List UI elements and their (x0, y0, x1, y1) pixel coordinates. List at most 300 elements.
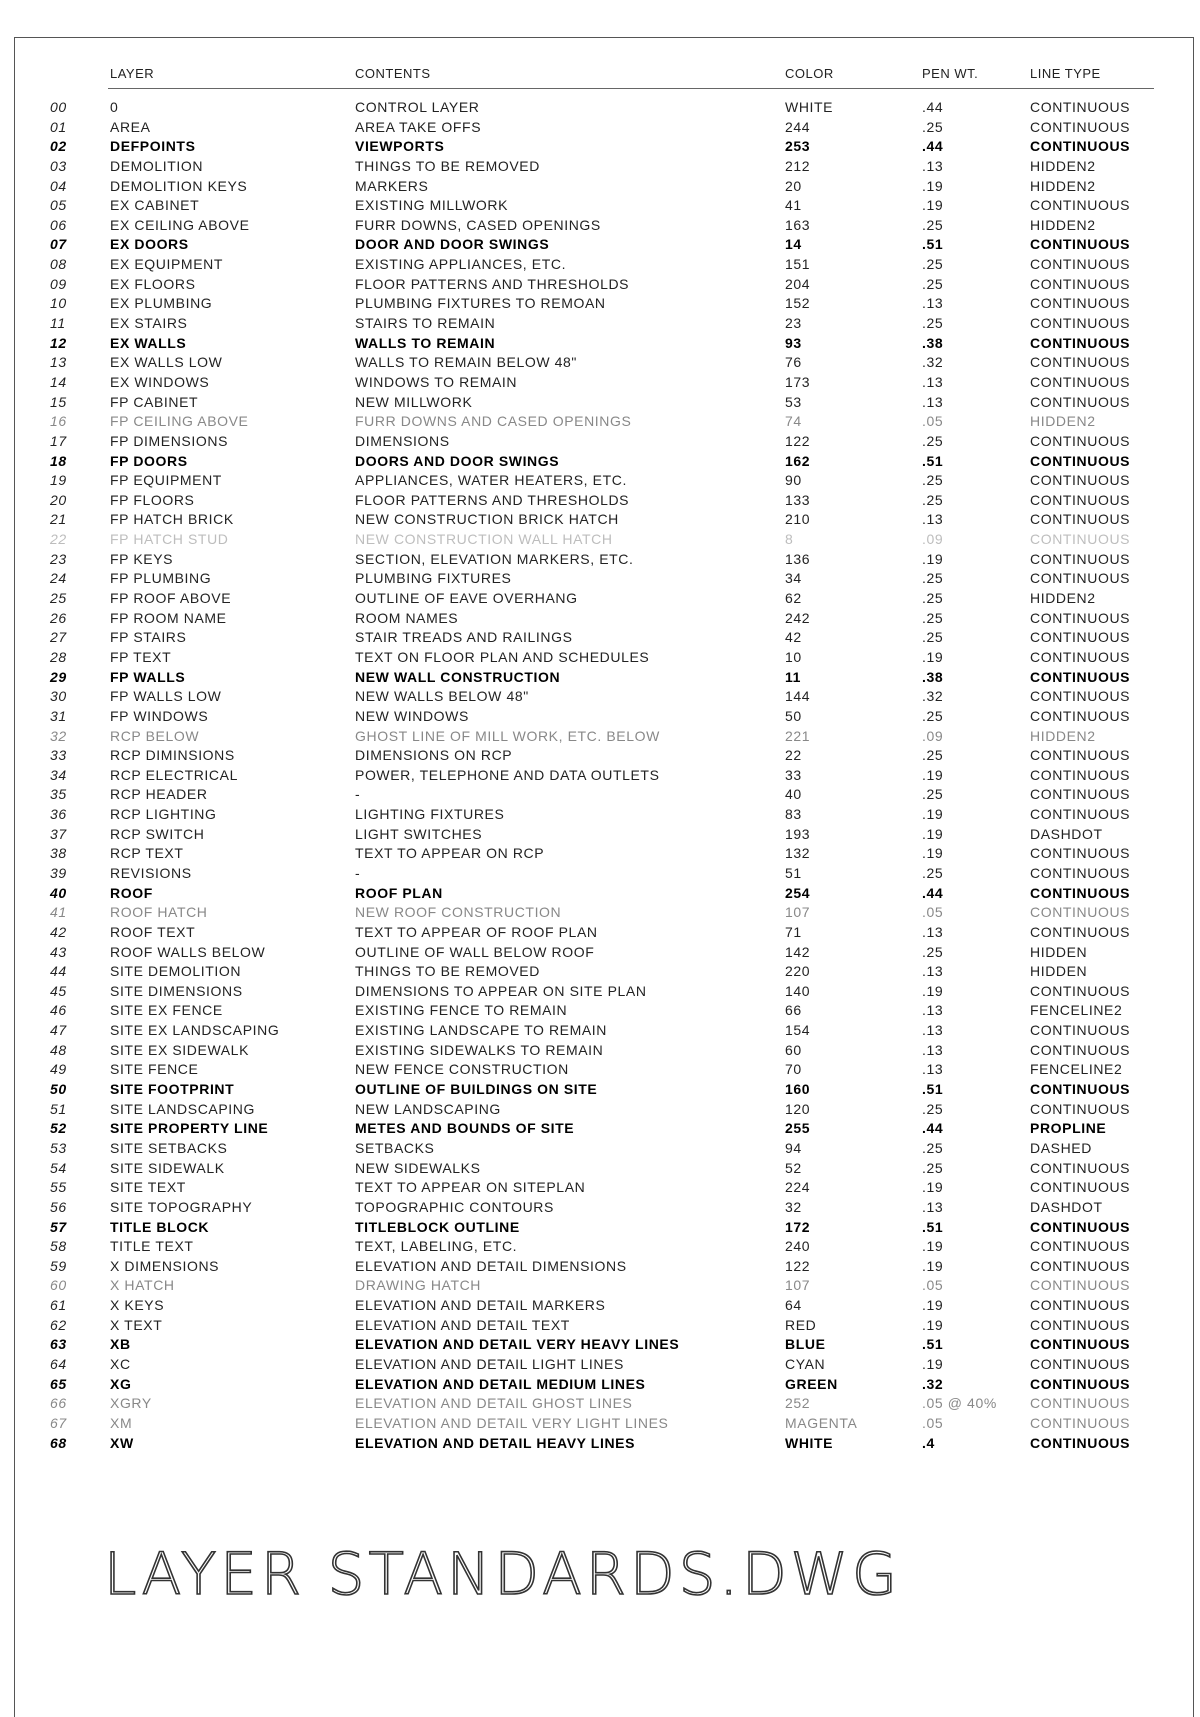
row-number: 32 (50, 727, 67, 744)
layer-color: 70 (785, 1061, 802, 1078)
layer-name: SITE TEXT (110, 1179, 186, 1196)
line-type: CONTINUOUS (1030, 1022, 1131, 1039)
pen-weight: .13 (922, 511, 944, 528)
line-type: CONTINUOUS (1030, 138, 1131, 155)
row-number: 66 (50, 1395, 67, 1412)
row-number: 11 (50, 315, 66, 332)
layer-name: SITE EX FENCE (110, 1002, 223, 1019)
layer-color: 60 (785, 1041, 802, 1058)
layer-color: 50 (785, 707, 802, 724)
layer-name: RCP ELECTRICAL (110, 766, 238, 783)
pen-weight: .25 (922, 786, 944, 803)
pen-weight: .05 @ 40% (922, 1395, 997, 1412)
layer-name: X DIMENSIONS (110, 1257, 220, 1274)
header-pen-weight: PEN WT. (922, 66, 979, 81)
row-number: 04 (50, 177, 67, 194)
layer-color: MAGENTA (785, 1414, 858, 1431)
layer-contents: WALLS TO REMAIN BELOW 48" (355, 354, 577, 371)
layer-contents: LIGHTING FIXTURES (355, 806, 505, 823)
pen-weight: .19 (922, 845, 944, 862)
row-number: 48 (50, 1041, 67, 1058)
table-row (0, 235, 1200, 255)
layer-contents: GHOST LINE OF MILL WORK, ETC. BELOW (355, 727, 660, 744)
layer-color: 22 (785, 747, 802, 764)
line-type: CONTINUOUS (1030, 845, 1131, 862)
layer-name: EX WALLS LOW (110, 354, 223, 371)
pen-weight: .25 (922, 707, 944, 724)
pen-weight: .19 (922, 766, 944, 783)
row-number: 59 (50, 1257, 67, 1274)
row-number: 65 (50, 1375, 67, 1392)
line-type: CONTINUOUS (1030, 236, 1131, 253)
layer-name: XM (110, 1414, 133, 1431)
row-number: 50 (50, 1081, 67, 1098)
layer-contents: TEXT TO APPEAR OF ROOF PLAN (355, 923, 598, 940)
layer-color: 53 (785, 393, 802, 410)
line-type: CONTINUOUS (1030, 982, 1131, 999)
line-type: FENCELINE2 (1030, 1061, 1123, 1078)
table-row (0, 275, 1200, 295)
layer-color: 20 (785, 177, 802, 194)
table-row (0, 177, 1200, 197)
row-number: 05 (50, 197, 67, 214)
pen-weight: .38 (922, 334, 944, 351)
pen-weight: .05 (922, 1277, 944, 1294)
line-type: CONTINUOUS (1030, 118, 1131, 135)
line-type: CONTINUOUS (1030, 1395, 1131, 1412)
layer-contents: NEW SIDEWALKS (355, 1159, 481, 1176)
layer-color: 40 (785, 786, 802, 803)
row-number: 45 (50, 982, 67, 999)
layer-contents: LIGHT SWITCHES (355, 825, 483, 842)
layer-contents: EXISTING APPLIANCES, ETC. (355, 256, 567, 273)
layer-contents: WINDOWS TO REMAIN (355, 373, 518, 390)
table-row (0, 923, 1200, 943)
layer-contents: AREA TAKE OFFS (355, 118, 482, 135)
row-number: 54 (50, 1159, 67, 1176)
table-row (0, 530, 1200, 550)
pen-weight: .19 (922, 1297, 944, 1314)
pen-weight: .13 (922, 1061, 944, 1078)
table-row (0, 1316, 1200, 1336)
row-number: 41 (50, 904, 67, 921)
layer-name: FP CABINET (110, 393, 199, 410)
pen-weight: .25 (922, 570, 944, 587)
pen-weight: .51 (922, 1218, 944, 1235)
table-row (0, 785, 1200, 805)
pen-weight: .25 (922, 1139, 944, 1156)
table-row (0, 884, 1200, 904)
pen-weight: .19 (922, 648, 944, 665)
line-type: CONTINUOUS (1030, 452, 1131, 469)
table-row (0, 844, 1200, 864)
layer-color: 62 (785, 590, 802, 607)
layer-contents: EXISTING SIDEWALKS TO REMAIN (355, 1041, 604, 1058)
layer-name: EX CEILING ABOVE (110, 216, 250, 233)
pen-weight: .25 (922, 747, 944, 764)
table-row (0, 1021, 1200, 1041)
row-number: 15 (50, 393, 67, 410)
layer-name: SITE DEMOLITION (110, 963, 242, 980)
line-type: CONTINUOUS (1030, 1356, 1131, 1372)
pen-weight: .19 (922, 806, 944, 823)
table-row (0, 1296, 1200, 1316)
layer-name: ROOF WALLS BELOW (110, 943, 266, 960)
table-row (0, 1178, 1200, 1198)
layer-contents: ELEVATION AND DETAIL MARKERS (355, 1297, 606, 1314)
row-number: 08 (50, 256, 67, 273)
line-type: CONTINUOUS (1030, 786, 1131, 803)
layer-contents: STAIR TREADS AND RAILINGS (355, 629, 573, 646)
pen-weight: .32 (922, 1375, 944, 1392)
layer-name: FP CEILING ABOVE (110, 413, 249, 430)
pen-weight: .44 (922, 884, 944, 901)
pen-weight: .13 (922, 1041, 944, 1058)
line-type: DASHDOT (1030, 1198, 1103, 1215)
table-row (0, 766, 1200, 786)
pen-weight: .25 (922, 629, 944, 646)
layer-color: 252 (785, 1395, 811, 1412)
line-type: CONTINUOUS (1030, 511, 1131, 528)
table-row (0, 1434, 1200, 1454)
layer-name: FP HATCH BRICK (110, 511, 234, 528)
row-number: 31 (50, 707, 67, 724)
pen-weight: .13 (922, 1022, 944, 1039)
table-row (0, 1041, 1200, 1061)
table-row (0, 1257, 1200, 1277)
layer-color: 94 (785, 1139, 802, 1156)
pen-weight: .19 (922, 550, 944, 567)
layer-name: SITE DIMENSIONS (110, 982, 243, 999)
pen-weight: .25 (922, 256, 944, 273)
line-type: CONTINUOUS (1030, 688, 1131, 705)
line-type: HIDDEN2 (1030, 216, 1096, 233)
layer-color: 8 (785, 531, 794, 548)
layer-contents: TOPOGRAPHIC CONTOURS (355, 1198, 554, 1215)
row-number: 12 (50, 334, 67, 351)
layer-name: FP STAIRS (110, 629, 187, 646)
row-number: 64 (50, 1356, 67, 1372)
layer-contents: TEXT TO APPEAR ON RCP (355, 845, 545, 862)
layer-contents: ROOF PLAN (355, 884, 443, 901)
pen-weight: .19 (922, 825, 944, 842)
line-type: CONTINUOUS (1030, 256, 1131, 273)
layer-name: SITE LANDSCAPING (110, 1100, 255, 1117)
pen-weight: .25 (922, 1159, 944, 1176)
row-number: 22 (50, 531, 67, 548)
row-number: 37 (50, 825, 67, 842)
layer-color: BLUE (785, 1336, 826, 1353)
layer-contents: POWER, TELEPHONE AND DATA OUTLETS (355, 766, 660, 783)
pen-weight: .25 (922, 216, 944, 233)
line-type: CONTINUOUS (1030, 609, 1131, 626)
pen-weight: .25 (922, 315, 944, 332)
layer-name: SITE EX LANDSCAPING (110, 1022, 280, 1039)
row-number: 38 (50, 845, 67, 862)
header-rule (108, 88, 1154, 89)
row-number: 40 (50, 884, 67, 901)
layer-name: FP WALLS (110, 668, 186, 685)
row-number: 28 (50, 648, 67, 665)
layer-name: X TEXT (110, 1316, 163, 1333)
line-type: HIDDEN2 (1030, 157, 1096, 174)
row-number: 35 (50, 786, 67, 803)
layer-color: 74 (785, 413, 802, 430)
table-row (0, 962, 1200, 982)
layer-name: DEMOLITION (110, 157, 204, 174)
line-type: CONTINUOUS (1030, 1336, 1131, 1353)
table-row (0, 373, 1200, 393)
layer-contents: EXISTING LANDSCAPE TO REMAIN (355, 1022, 608, 1039)
row-number: 56 (50, 1198, 67, 1215)
layer-name: SITE FOOTPRINT (110, 1081, 235, 1098)
line-type: CONTINUOUS (1030, 648, 1131, 665)
layer-name: EX FLOORS (110, 275, 196, 292)
table-row (0, 1375, 1200, 1395)
line-type: CONTINUOUS (1030, 747, 1131, 764)
layer-name: FP KEYS (110, 550, 174, 567)
line-type: CONTINUOUS (1030, 295, 1131, 312)
table-row (0, 294, 1200, 314)
layer-name: FP ROOM NAME (110, 609, 227, 626)
table-row (0, 569, 1200, 589)
layer-contents: DOOR AND DOOR SWINGS (355, 236, 550, 253)
table-row (0, 216, 1200, 236)
pen-weight: .4 (922, 1434, 935, 1451)
layer-contents: NEW MILLWORK (355, 393, 473, 410)
row-number: 36 (50, 806, 67, 823)
layer-contents: NEW WALL CONSTRUCTION (355, 668, 561, 685)
layer-color: 34 (785, 570, 802, 587)
pen-weight: .25 (922, 1100, 944, 1117)
row-number: 01 (50, 118, 67, 135)
layer-color: 204 (785, 275, 811, 292)
layer-contents: FLOOR PATTERNS AND THRESHOLDS (355, 275, 630, 292)
table-row (0, 727, 1200, 747)
header-layer: LAYER (110, 66, 155, 81)
layer-name: FP ROOF ABOVE (110, 590, 232, 607)
line-type: CONTINUOUS (1030, 99, 1131, 115)
layer-contents: NEW WALLS BELOW 48" (355, 688, 529, 705)
layer-color: 93 (785, 334, 802, 351)
layer-color: 23 (785, 315, 802, 332)
pen-weight: .25 (922, 864, 944, 881)
layer-name: SITE EX SIDEWALK (110, 1041, 250, 1058)
layer-color: 32 (785, 1198, 802, 1215)
row-number: 43 (50, 943, 67, 960)
layer-contents: PLUMBING FIXTURES (355, 570, 512, 587)
pen-weight: .13 (922, 1198, 944, 1215)
table-row (0, 1001, 1200, 1021)
pen-weight: .19 (922, 1356, 944, 1372)
layer-color: 83 (785, 806, 802, 823)
pen-weight: .51 (922, 1336, 944, 1353)
layer-color: 244 (785, 118, 811, 135)
line-type: CONTINUOUS (1030, 531, 1131, 548)
layer-name: FP PLUMBING (110, 570, 212, 587)
table-row (0, 137, 1200, 157)
layer-color: 136 (785, 550, 811, 567)
pen-weight: .25 (922, 118, 944, 135)
layer-contents: WALLS TO REMAIN (355, 334, 496, 351)
row-number: 23 (50, 550, 67, 567)
layer-color: 212 (785, 157, 811, 174)
line-type: CONTINUOUS (1030, 1414, 1131, 1431)
layer-name: RCP LIGHTING (110, 806, 217, 823)
line-type: CONTINUOUS (1030, 1297, 1131, 1314)
pen-weight: .25 (922, 432, 944, 449)
table-row (0, 589, 1200, 609)
row-number: 46 (50, 1002, 67, 1019)
layer-color: WHITE (785, 99, 834, 115)
layer-name: ROOF HATCH (110, 904, 208, 921)
layer-contents: APPLIANCES, WATER HEATERS, ETC. (355, 472, 627, 489)
line-type: CONTINUOUS (1030, 1238, 1131, 1255)
layer-color: 254 (785, 884, 811, 901)
line-type: HIDDEN2 (1030, 727, 1096, 744)
layer-contents: ELEVATION AND DETAIL TEXT (355, 1316, 570, 1333)
row-number: 52 (50, 1120, 67, 1137)
pen-weight: .13 (922, 373, 944, 390)
row-number: 00 (50, 99, 67, 115)
table-row (0, 825, 1200, 845)
layer-name: FP HATCH STUD (110, 531, 229, 548)
layer-color: 122 (785, 1257, 811, 1274)
pen-weight: .13 (922, 1002, 944, 1019)
row-number: 18 (50, 452, 67, 469)
table-row (0, 1276, 1200, 1296)
table-row (0, 707, 1200, 727)
layer-contents: OUTLINE OF WALL BELOW ROOF (355, 943, 595, 960)
line-type: CONTINUOUS (1030, 550, 1131, 567)
table-row (0, 1355, 1200, 1375)
layer-name: XW (110, 1434, 134, 1451)
layer-color: 142 (785, 943, 811, 960)
layer-color: 152 (785, 295, 811, 312)
layer-contents: DIMENSIONS ON RCP (355, 747, 513, 764)
row-number: 61 (50, 1297, 67, 1314)
layer-contents: NEW WINDOWS (355, 707, 469, 724)
layer-contents: ELEVATION AND DETAIL HEAVY LINES (355, 1434, 636, 1451)
row-number: 20 (50, 491, 67, 508)
row-number: 39 (50, 864, 67, 881)
layer-contents: SETBACKS (355, 1139, 435, 1156)
layer-contents: CONTROL LAYER (355, 99, 480, 115)
layer-name: AREA (110, 118, 151, 135)
row-number: 07 (50, 236, 67, 253)
layer-color: 140 (785, 982, 811, 999)
row-number: 06 (50, 216, 67, 233)
line-type: CONTINUOUS (1030, 806, 1131, 823)
layer-contents: ELEVATION AND DETAIL MEDIUM LINES (355, 1375, 646, 1392)
layer-name: FP TEXT (110, 648, 172, 665)
pen-weight: .05 (922, 904, 944, 921)
line-type: CONTINUOUS (1030, 766, 1131, 783)
layer-name: SITE SETBACKS (110, 1139, 228, 1156)
layer-contents: THINGS TO BE REMOVED (355, 963, 540, 980)
layer-color: 162 (785, 452, 811, 469)
pen-weight: .25 (922, 491, 944, 508)
line-type: CONTINUOUS (1030, 629, 1131, 646)
table-row (0, 196, 1200, 216)
line-type: CONTINUOUS (1030, 1081, 1131, 1098)
layer-contents: TEXT TO APPEAR ON SITEPLAN (355, 1179, 586, 1196)
layer-contents: DIMENSIONS (355, 432, 450, 449)
layer-name: EX WALLS (110, 334, 187, 351)
table-row (0, 648, 1200, 668)
row-number: 10 (50, 295, 67, 312)
layer-contents: DOORS AND DOOR SWINGS (355, 452, 560, 469)
layer-color: 107 (785, 904, 811, 921)
table-row (0, 157, 1200, 177)
layer-name: 0 (110, 99, 119, 115)
layer-name: RCP SWITCH (110, 825, 205, 842)
pen-weight: .19 (922, 1179, 944, 1196)
layer-contents: ELEVATION AND DETAIL LIGHT LINES (355, 1356, 624, 1372)
layer-color: 163 (785, 216, 811, 233)
layer-name: SITE SIDEWALK (110, 1159, 225, 1176)
row-number: 25 (50, 590, 67, 607)
layer-color: 64 (785, 1297, 802, 1314)
layer-name: SITE PROPERTY LINE (110, 1120, 269, 1137)
layer-name: FP EQUIPMENT (110, 472, 222, 489)
layer-color: 52 (785, 1159, 802, 1176)
pen-weight: .19 (922, 1316, 944, 1333)
layer-contents: VIEWPORTS (355, 138, 445, 155)
pen-weight: .44 (922, 1120, 944, 1137)
table-row (0, 1080, 1200, 1100)
layer-name: EX CABINET (110, 197, 200, 214)
pen-weight: .19 (922, 197, 944, 214)
pen-weight: .13 (922, 295, 944, 312)
layer-name: FP DOORS (110, 452, 188, 469)
layer-color: 132 (785, 845, 811, 862)
row-number: 16 (50, 413, 67, 430)
row-number: 02 (50, 138, 67, 155)
row-number: 47 (50, 1022, 67, 1039)
table-row (0, 98, 1200, 118)
table-row (0, 491, 1200, 511)
layer-color: 51 (785, 864, 802, 881)
pen-weight: .25 (922, 609, 944, 626)
row-number: 33 (50, 747, 67, 764)
layer-contents: - (355, 786, 361, 803)
layer-name: TITLE BLOCK (110, 1218, 210, 1235)
layer-name: ROOF (110, 884, 153, 901)
pen-weight: .44 (922, 99, 944, 115)
row-number: 55 (50, 1179, 67, 1196)
table-row (0, 1237, 1200, 1257)
line-type: CONTINUOUS (1030, 1159, 1131, 1176)
line-type: CONTINUOUS (1030, 707, 1131, 724)
layer-contents: - (355, 864, 361, 881)
layer-color: 71 (785, 923, 802, 940)
row-number: 68 (50, 1434, 67, 1451)
pen-weight: .44 (922, 138, 944, 155)
line-type: CONTINUOUS (1030, 864, 1131, 881)
layer-color: 193 (785, 825, 811, 842)
line-type: CONTINUOUS (1030, 923, 1131, 940)
layer-name: DEFPOINTS (110, 138, 196, 155)
layer-contents: SECTION, ELEVATION MARKERS, ETC. (355, 550, 634, 567)
layer-contents: DRAWING HATCH (355, 1277, 482, 1294)
table-row (0, 510, 1200, 530)
table-row (0, 805, 1200, 825)
layer-color: 240 (785, 1238, 811, 1255)
row-number: 60 (50, 1277, 67, 1294)
layer-name: SITE FENCE (110, 1061, 199, 1078)
table-row (0, 353, 1200, 373)
